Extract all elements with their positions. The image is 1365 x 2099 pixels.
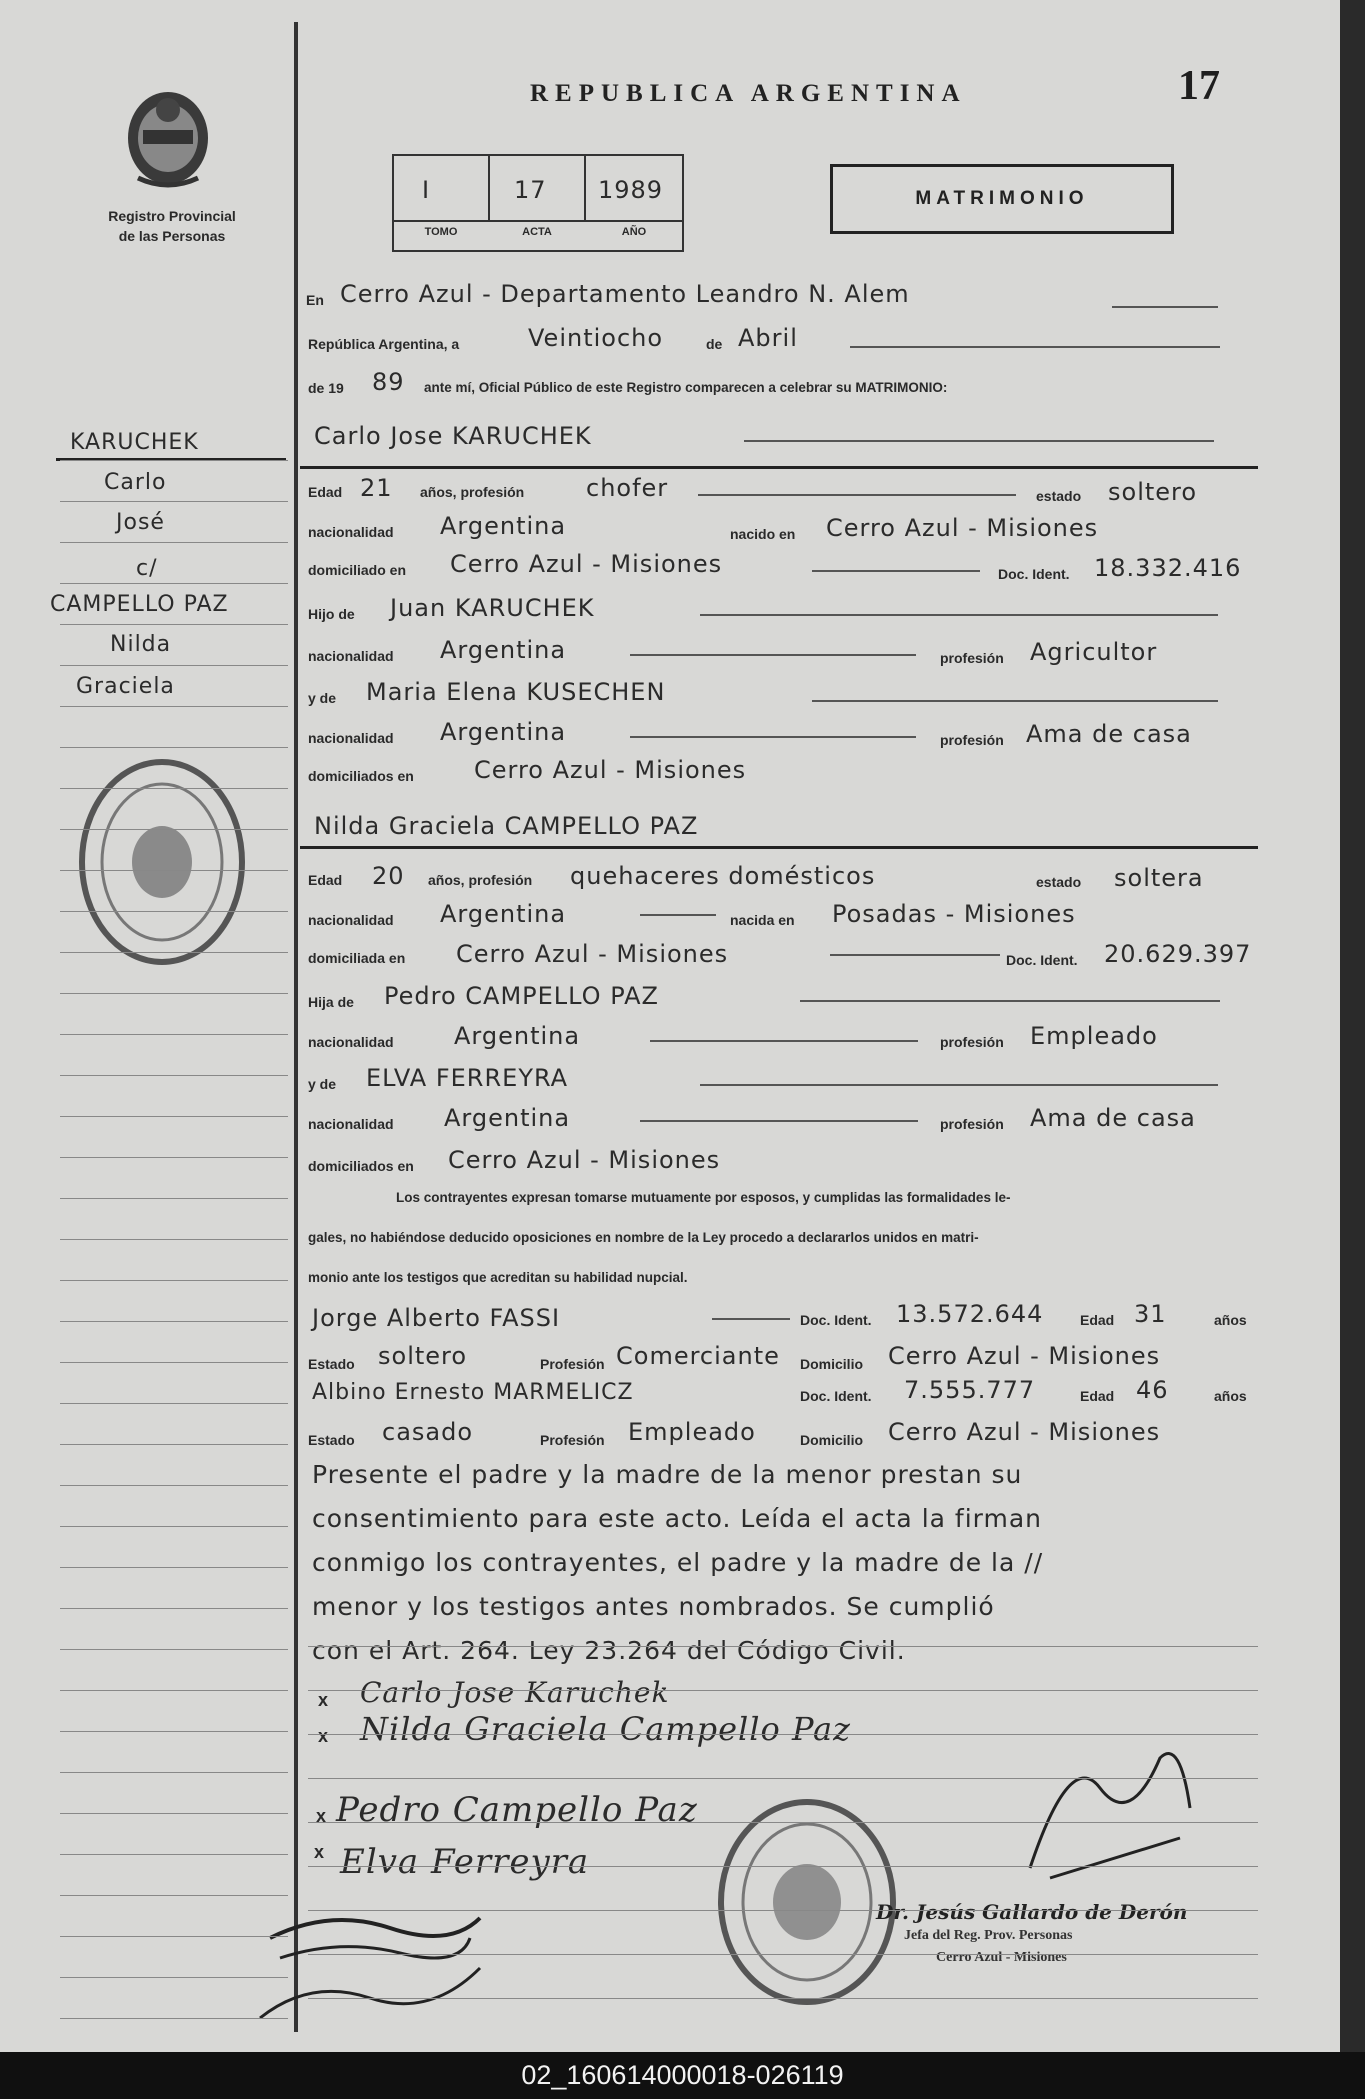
margin-surname-bride: CAMPELLO PAZ (50, 592, 229, 617)
groom-birthplace-label: nacido en (730, 526, 796, 542)
witness1-domicile-label: Domicilio (800, 1356, 864, 1372)
witness2-age: 46 (1136, 1376, 1169, 1404)
witness1-years-label: años (1214, 1312, 1247, 1328)
witness2-domicile: Cerro Azul - Misiones (888, 1418, 1161, 1446)
margin-bride-name1: Nilda (110, 632, 172, 657)
margin-ruled-line (60, 747, 288, 748)
bride-age-label: Edad (308, 872, 343, 888)
page-number: 17 (1178, 63, 1220, 109)
witness2-profession: Empleado (628, 1418, 756, 1446)
groom-age: 21 (360, 474, 393, 502)
bride-mother-profession: Ama de casa (1030, 1104, 1196, 1132)
groom-profession-label: años, profesión (420, 484, 525, 500)
bride-profession-label: años, profesión (428, 872, 533, 888)
body-ruled-line (308, 1998, 1258, 1999)
witness2-doc: 7.555.777 (904, 1376, 1036, 1404)
groom-father-nat-label: nacionalidad (308, 648, 394, 664)
witness1-status-label: Estado (308, 1356, 355, 1372)
year-suffix: 89 (372, 368, 405, 396)
intro-text: ante mí, Oficial Público de este Registro comparecen a celebrar su MATRIMONIO: (424, 380, 948, 395)
groom-father: Juan KARUCHEK (390, 594, 595, 622)
witness1-domicile: Cerro Azul - Misiones (888, 1342, 1161, 1370)
witness2-civil-status: casado (382, 1418, 474, 1446)
bride-mother: ELVA FERREYRA (366, 1064, 569, 1092)
body-ruled-line (308, 1866, 1258, 1867)
groom-father-prof-label: profesión (940, 650, 1004, 666)
witness1-civil-status: soltero (378, 1342, 468, 1370)
margin-ruled-line (60, 870, 288, 871)
margin-ruled-line (60, 1567, 288, 1568)
sig4-mark: x (314, 1842, 325, 1862)
bride-father-signature: Pedro Campello Paz (336, 1790, 698, 1830)
page-edge (1340, 0, 1365, 2052)
bride-civil-status: soltera (1114, 864, 1204, 892)
bride-signature: Nilda Graciela Campello Paz (360, 1710, 851, 1748)
margin-ruled-line (60, 1403, 288, 1404)
witness2-domicile-label: Domicilio (800, 1432, 864, 1448)
margin-ruled-line (60, 460, 288, 461)
declaration-line2: gales, no habiéndose deducido oposiciones en nombre de la Ley procedo a declararlos unidos en matri- (308, 1230, 979, 1245)
margin-ruled-line (60, 1321, 288, 1322)
margin-ruled-line (60, 993, 288, 994)
ano-label: AÑO (621, 226, 647, 238)
witness2-age-label: Edad (1080, 1388, 1115, 1404)
groom-parent-label: Hijo de (308, 606, 355, 622)
margin-ruled-line (60, 1772, 288, 1773)
margin-ruled-line (60, 501, 288, 502)
file-id-caption: 02_160614000018-026119 (0, 2052, 1365, 2099)
official-place: Cerro Azul - Misiones (936, 1950, 1067, 1965)
groom-birthplace: Cerro Azul - Misiones (826, 514, 1099, 542)
margin-ruled-line (60, 624, 288, 625)
official-title: Jefa del Reg. Prov. Personas (904, 1928, 1073, 1943)
bride-domicile: Cerro Azul - Misiones (456, 940, 729, 968)
bride-father-prof-label: profesión (940, 1034, 1004, 1050)
margin-ruled-line (60, 1157, 288, 1158)
margin-bride-name2: Gracielа (76, 674, 175, 699)
en-label: En (306, 292, 324, 308)
republica-label: República Argentina, a (308, 336, 460, 352)
witness1-profession: Comerciante (616, 1342, 780, 1370)
country-title: REPUBLICA ARGENTINA (530, 80, 967, 107)
tomo-label: TOMO (424, 226, 458, 238)
margin-ruled-line (60, 542, 288, 543)
margin-ruled-line (60, 788, 288, 789)
bride-father: Pedro CAMPELLO PAZ (384, 982, 659, 1010)
margin-ruled-line (60, 1813, 288, 1814)
bride-father-nat-label: nacionalidad (308, 1034, 394, 1050)
margin-groom-name2: José (116, 510, 165, 535)
witness1-name: Jorge Alberto FASSI (312, 1304, 561, 1332)
groom-father-profession: Agricultor (1030, 638, 1158, 666)
margin-ruled-line (60, 1075, 288, 1076)
record-number-box (392, 154, 684, 252)
margin-ruled-line (60, 1895, 288, 1896)
margin-ruled-line (60, 1608, 288, 1609)
registry-name-line2: de las Personas (118, 228, 226, 244)
acta-value: 17 (514, 176, 547, 204)
ano-value: 1989 (598, 176, 664, 204)
margin-ruled-line (60, 1526, 288, 1527)
bride-status-label: estado (1036, 874, 1082, 890)
year-prefix: de 19 (308, 380, 344, 396)
body-ruled-line (308, 1910, 1258, 1911)
groom-father-nationality: Argentina (440, 636, 567, 664)
official-stamp-icon (72, 752, 252, 972)
groom-doc: 18.332.416 (1094, 554, 1242, 582)
margin-ruled-line (60, 1280, 288, 1281)
groom-mother-label: y de (308, 690, 337, 706)
bride-domicile-label: domiciliada en (308, 950, 406, 966)
notes-line4: menor y los testigos antes nombrados. Se cumplió (312, 1592, 995, 1621)
witness1-prof-label: Profesión (540, 1356, 605, 1372)
bride-father-nationality: Argentina (454, 1022, 581, 1050)
groom-full-name: Carlo Jose KARUCHEK (314, 422, 592, 450)
groom-nationality-label: nacionalidad (308, 524, 394, 540)
margin-ruled-line (60, 1485, 288, 1486)
bride-mother-nat-label: nacionalidad (308, 1116, 394, 1132)
body-ruled-line (308, 1690, 1258, 1691)
margin-ruled-line (60, 2018, 288, 2019)
margin-ruled-line (60, 1362, 288, 1363)
margin-ruled-line (60, 1116, 288, 1117)
body-ruled-line (308, 1822, 1258, 1823)
body-ruled-line (308, 1778, 1258, 1779)
groom-mother-prof-label: profesión (940, 732, 1004, 748)
official-name: Dr. Jesús Gallardo de Derón (876, 1900, 1188, 1924)
margin-ruled-line (60, 1198, 288, 1199)
groom-nationality: Argentina (440, 512, 567, 540)
bride-mother-prof-label: profesión (940, 1116, 1004, 1132)
bride-birthplace-label: nacida en (730, 912, 795, 928)
margin-ruled-line (60, 1649, 288, 1650)
witness-signature-scribble-icon (250, 1898, 500, 2038)
margin-groom-name1: Carlo (104, 470, 167, 495)
margin-ruled-line (60, 1690, 288, 1691)
bride-nationality-label: nacionalidad (308, 912, 394, 928)
groom-mother: Maria Elena KUSECHEN (366, 678, 666, 706)
margin-ruled-line (60, 1239, 288, 1240)
margin-divider (294, 22, 298, 2032)
witness2-doc-label: Doc. Ident. (800, 1388, 872, 1404)
witness1-age-label: Edad (1080, 1312, 1115, 1328)
notes-line1: Presente el padre y la madre de la menor prestan su (312, 1460, 1023, 1489)
groom-doc-label: Doc. Ident. (998, 566, 1070, 582)
witness2-name: Albino Ernesto MARMELICZ (312, 1380, 634, 1405)
bride-mother-label: y de (308, 1076, 337, 1092)
margin-ruled-line (60, 952, 288, 953)
margin-ruled-line (60, 1936, 288, 1937)
bride-doc-label: Doc. Ident. (1006, 952, 1078, 968)
bride-nationality: Argentina (440, 900, 567, 928)
declaration-line1: Los contrayentes expresan tomarse mutuamente por esposos, y cumplidas las formalidades le- (396, 1190, 1011, 1205)
margin-ruled-line (60, 911, 288, 912)
margin-ruled-line (60, 665, 288, 666)
groom-domicile-label: domiciliado en (308, 562, 407, 578)
margin-ruled-line (60, 583, 288, 584)
witness1-doc: 13.572.644 (896, 1300, 1044, 1328)
bride-age: 20 (372, 862, 405, 890)
notes-line2: consentimiento para este acto. Leída el acta la firman (312, 1504, 1043, 1533)
bride-birthplace: Posadas - Misiones (832, 900, 1076, 928)
witness1-doc-label: Doc. Ident. (800, 1312, 872, 1328)
record-type-box: MATRIMONIO (830, 164, 1174, 234)
official-signature-scribble-icon (1010, 1728, 1200, 1898)
bride-profession: quehaceres domésticos (570, 862, 876, 890)
tomo-value: I (422, 176, 431, 204)
body-ruled-line (308, 1734, 1258, 1735)
groom-mother-profession: Ama de casa (1026, 720, 1192, 748)
bride-mother-signature: Elva Ferreyra (340, 1842, 590, 1882)
notes-line5: con el Art. 264. Ley 23.264 del Código Civil. (312, 1636, 906, 1665)
groom-status-label: estado (1036, 488, 1082, 504)
margin-ruled-line (60, 1731, 288, 1732)
sig1-mark: x (318, 1690, 329, 1710)
month-value: Abril (738, 324, 798, 352)
bride-mother-nationality: Argentina (444, 1104, 571, 1132)
sig3-mark: x (316, 1806, 327, 1826)
notes-line3: conmigo los contrayentes, el padre y la madre de la // (312, 1548, 1044, 1577)
margin-ruled-line (60, 1977, 288, 1978)
witness1-age: 31 (1134, 1300, 1167, 1328)
groom-mother-nationality: Argentina (440, 718, 567, 746)
place-value: Cerro Azul - Departamento Leandro N. Alem (340, 280, 910, 308)
margin-ruled-line (60, 1444, 288, 1445)
body-ruled-line (308, 1646, 1258, 1647)
section-divider (300, 466, 1258, 469)
sig2-mark: x (318, 1726, 329, 1746)
groom-parents-domicile-label: domiciliados en (308, 768, 414, 784)
bride-parents-domicile: Cerro Azul - Misiones (448, 1146, 721, 1174)
groom-domicile: Cerro Azul - Misiones (450, 550, 723, 578)
groom-mother-nat-label: nacionalidad (308, 730, 394, 746)
margin-surname-groom: KARUCHEK (70, 430, 199, 455)
bride-parents-domicile-label: domiciliados en (308, 1158, 414, 1174)
bride-parent-label: Hija de (308, 994, 354, 1010)
day-value: Veintiocho (528, 324, 664, 352)
groom-civil-status: soltero (1108, 478, 1198, 506)
de-label: de (706, 336, 723, 352)
groom-signature: Carlo Jose Karuchek (360, 1676, 670, 1709)
margin-ruled-line (60, 1034, 288, 1035)
declaration-line3: monio ante los testigos que acreditan su habilidad nupcial. (308, 1270, 688, 1285)
groom-profession: chofer (586, 474, 669, 502)
coat-of-arms-icon (118, 80, 218, 190)
groom-age-label: Edad (308, 484, 343, 500)
witness2-prof-label: Profesión (540, 1432, 605, 1448)
bride-doc: 20.629.397 (1104, 940, 1252, 968)
witness2-status-label: Estado (308, 1432, 355, 1448)
groom-parents-domicile: Cerro Azul - Misiones (474, 756, 747, 784)
margin-ruled-line (60, 1854, 288, 1855)
margin-ruled-line (60, 829, 288, 830)
margin-ruled-line (60, 706, 288, 707)
section-divider (300, 846, 1258, 849)
bride-full-name: Nilda Graciela CAMPELLO PAZ (314, 812, 699, 840)
bride-father-profession: Empleado (1030, 1022, 1158, 1050)
registry-name-line1: Registro Provincial (108, 208, 236, 224)
margin-conector: c/ (136, 556, 158, 581)
acta-label: ACTA (522, 226, 552, 238)
body-ruled-line (308, 1954, 1258, 1955)
official-stamp-icon (712, 1792, 902, 2012)
witness2-years-label: años (1214, 1388, 1247, 1404)
